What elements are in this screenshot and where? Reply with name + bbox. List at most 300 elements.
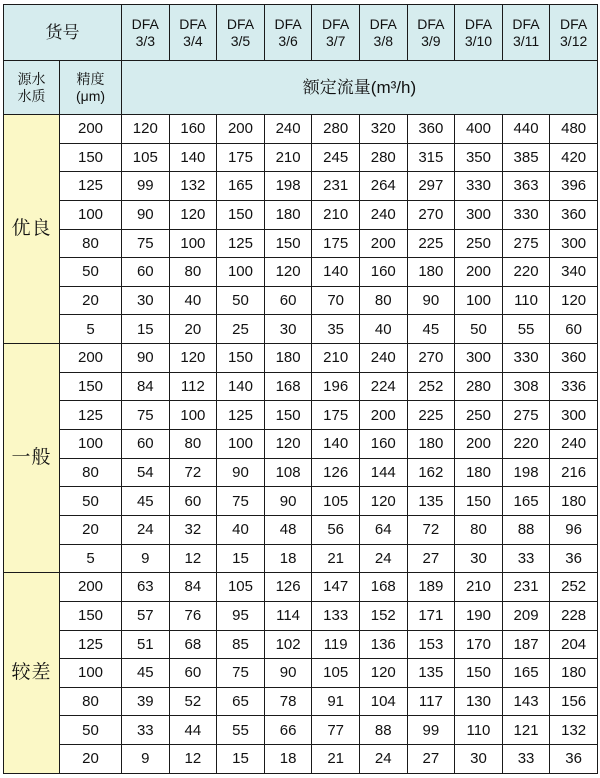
flow-value-cell: 100: [169, 401, 217, 430]
flow-value-cell: 165: [502, 487, 550, 516]
flow-value-cell: 130: [455, 687, 503, 716]
flow-value-cell: 250: [455, 229, 503, 258]
table-row: [4, 601, 598, 630]
flow-value-cell: 250: [455, 401, 503, 430]
flow-value-cell: 330: [502, 200, 550, 229]
flow-value-cell: 40: [169, 286, 217, 315]
flow-value-cell: 180: [264, 200, 312, 229]
flow-value-cell: 160: [169, 115, 217, 144]
precision-cell: 20: [60, 286, 122, 315]
flow-value-cell: 231: [312, 172, 360, 201]
flow-value-cell: 105: [122, 143, 170, 172]
model-header-cell: [502, 5, 550, 61]
flow-value-cell: 99: [122, 172, 170, 201]
flow-value-cell: 385: [502, 143, 550, 172]
flow-value-cell: 240: [359, 344, 407, 373]
flow-value-cell: 15: [217, 544, 265, 573]
flow-value-cell: 119: [312, 630, 360, 659]
model-size: 3/3: [135, 32, 156, 49]
table-row: [4, 573, 598, 602]
precision-cell: 100: [60, 659, 122, 688]
model-size: 3/10: [464, 32, 493, 49]
flow-value-cell: 160: [359, 430, 407, 459]
flow-value-cell: 240: [264, 115, 312, 144]
model-series: DFA: [512, 16, 540, 33]
flow-value-cell: 45: [122, 659, 170, 688]
flow-value-cell: 360: [407, 115, 455, 144]
flow-value-cell: 110: [455, 716, 503, 745]
flow-value-cell: 105: [312, 487, 360, 516]
model-label: 货号: [4, 5, 122, 61]
flow-value-cell: 132: [550, 716, 598, 745]
flow-value-cell: 30: [264, 315, 312, 344]
flow-value-cell: 121: [502, 716, 550, 745]
flow-value-cell: 25: [217, 315, 265, 344]
flow-value-cell: 240: [359, 200, 407, 229]
flow-value-cell: 150: [264, 229, 312, 258]
flow-value-cell: 64: [359, 515, 407, 544]
flow-value-cell: 224: [359, 372, 407, 401]
flow-value-cell: 60: [169, 487, 217, 516]
flow-value-cell: 136: [359, 630, 407, 659]
model-series: DFA: [274, 16, 302, 33]
flow-value-cell: 280: [359, 143, 407, 172]
flow-value-cell: 336: [550, 372, 598, 401]
flow-value-cell: 76: [169, 601, 217, 630]
flow-value-cell: 50: [217, 286, 265, 315]
model-header-cell: [217, 5, 265, 61]
flow-value-cell: 140: [312, 258, 360, 287]
flow-value-cell: 160: [359, 258, 407, 287]
flow-value-cell: 168: [264, 372, 312, 401]
flow-value-cell: 264: [359, 172, 407, 201]
precision-cell: 80: [60, 687, 122, 716]
flow-value-cell: 36: [550, 544, 598, 573]
flow-value-cell: 60: [122, 258, 170, 287]
flow-value-cell: 440: [502, 115, 550, 144]
table-row: [4, 716, 598, 745]
flow-value-cell: 9: [122, 544, 170, 573]
flow-value-cell: 180: [455, 458, 503, 487]
flow-value-cell: 80: [455, 515, 503, 544]
flow-value-cell: 117: [407, 687, 455, 716]
model-series: DFA: [179, 16, 207, 33]
flow-value-cell: 51: [122, 630, 170, 659]
precision-line-2: (μm): [75, 87, 106, 104]
subheader-row: [4, 61, 598, 115]
flow-value-cell: 200: [455, 430, 503, 459]
flow-value-cell: 100: [217, 430, 265, 459]
flow-value-cell: 350: [455, 143, 503, 172]
flow-value-cell: 200: [359, 401, 407, 430]
flow-value-cell: 150: [264, 401, 312, 430]
flow-value-cell: 90: [264, 487, 312, 516]
flow-value-cell: 40: [359, 315, 407, 344]
flow-value-cell: 209: [502, 601, 550, 630]
flow-value-cell: 112: [169, 372, 217, 401]
flow-value-cell: 78: [264, 687, 312, 716]
precision-cell: 50: [60, 487, 122, 516]
flow-value-cell: 105: [312, 659, 360, 688]
flow-value-cell: 114: [264, 601, 312, 630]
flow-value-cell: 180: [264, 344, 312, 373]
flow-rate-table: [3, 4, 598, 774]
flow-value-cell: 40: [217, 515, 265, 544]
flow-value-cell: 210: [312, 344, 360, 373]
model-size: 3/12: [560, 32, 588, 49]
flow-value-cell: 104: [359, 687, 407, 716]
flow-value-cell: 270: [407, 200, 455, 229]
flow-value-cell: 77: [312, 716, 360, 745]
flow-value-cell: 70: [312, 286, 360, 315]
flow-value-cell: 120: [359, 659, 407, 688]
flow-value-cell: 75: [217, 659, 265, 688]
flow-value-cell: 210: [455, 573, 503, 602]
flow-value-cell: 27: [407, 544, 455, 573]
flow-value-cell: 50: [455, 315, 503, 344]
precision-cell: 125: [60, 630, 122, 659]
flow-value-cell: 85: [217, 630, 265, 659]
flow-value-cell: 165: [502, 659, 550, 688]
flow-value-cell: 60: [550, 315, 598, 344]
flow-value-cell: 110: [502, 286, 550, 315]
precision-cell: 80: [60, 458, 122, 487]
flow-value-cell: 225: [407, 401, 455, 430]
model-size: 3/6: [278, 32, 298, 49]
flow-value-cell: 210: [264, 143, 312, 172]
precision-cell: 5: [60, 544, 122, 573]
flow-value-cell: 24: [359, 745, 407, 774]
flow-value-cell: 12: [169, 544, 217, 573]
flow-value-cell: 60: [264, 286, 312, 315]
flow-value-cell: 275: [502, 401, 550, 430]
precision-cell: 125: [60, 172, 122, 201]
flow-value-cell: 24: [122, 515, 170, 544]
table-row: [4, 315, 598, 344]
flow-value-cell: 280: [455, 372, 503, 401]
flow-value-cell: 400: [455, 115, 503, 144]
flow-value-cell: 21: [312, 745, 360, 774]
table-row: [4, 630, 598, 659]
table-row: [4, 115, 598, 144]
flow-value-cell: 200: [359, 229, 407, 258]
flow-value-cell: 15: [122, 315, 170, 344]
flow-value-cell: 102: [264, 630, 312, 659]
flow-value-cell: 45: [407, 315, 455, 344]
flow-value-cell: 120: [122, 115, 170, 144]
flow-value-cell: 225: [407, 229, 455, 258]
precision-cell: 200: [60, 344, 122, 373]
flow-value-cell: 165: [217, 172, 265, 201]
table-row: [4, 200, 598, 229]
model-series: DFA: [369, 16, 397, 33]
flow-value-cell: 220: [502, 430, 550, 459]
flow-value-cell: 72: [169, 458, 217, 487]
flow-value-cell: 300: [455, 200, 503, 229]
table-row: [4, 372, 598, 401]
flow-value-cell: 90: [122, 344, 170, 373]
flow-value-cell: 180: [407, 258, 455, 287]
flow-value-cell: 132: [169, 172, 217, 201]
precision-cell: 50: [60, 716, 122, 745]
flow-value-cell: 88: [359, 716, 407, 745]
flow-value-cell: 143: [502, 687, 550, 716]
flow-value-cell: 68: [169, 630, 217, 659]
flow-value-cell: 150: [217, 344, 265, 373]
water-quality-label: 一般: [4, 344, 60, 573]
flow-rate-table-body: [4, 5, 598, 774]
flow-value-cell: 84: [122, 372, 170, 401]
table-row: [4, 229, 598, 258]
model-header-row: [4, 5, 598, 61]
flow-value-cell: 39: [122, 687, 170, 716]
model-size: 3/7: [325, 32, 346, 49]
flow-value-cell: 360: [550, 344, 598, 373]
table-row: [4, 172, 598, 201]
flow-value-cell: 480: [550, 115, 598, 144]
flow-value-cell: 75: [122, 401, 170, 430]
flow-value-cell: 55: [502, 315, 550, 344]
flow-value-cell: 90: [407, 286, 455, 315]
flow-value-cell: 300: [550, 401, 598, 430]
flow-value-cell: 120: [264, 430, 312, 459]
flow-value-cell: 340: [550, 258, 598, 287]
flow-value-cell: 27: [407, 745, 455, 774]
flow-value-cell: 170: [455, 630, 503, 659]
flow-value-cell: 120: [169, 200, 217, 229]
flow-value-cell: 18: [264, 544, 312, 573]
precision-cell: 20: [60, 745, 122, 774]
flow-value-cell: 30: [455, 544, 503, 573]
flow-value-cell: 168: [359, 573, 407, 602]
flow-value-cell: 80: [359, 286, 407, 315]
flow-value-cell: 36: [550, 745, 598, 774]
flow-value-cell: 228: [550, 601, 598, 630]
flow-value-cell: 175: [312, 229, 360, 258]
flow-value-cell: 200: [455, 258, 503, 287]
flow-value-cell: 135: [407, 487, 455, 516]
flow-value-cell: 33: [122, 716, 170, 745]
flow-value-cell: 216: [550, 458, 598, 487]
model-series: DFA: [131, 16, 159, 33]
model-series: DFA: [226, 16, 255, 33]
model-size: 3/9: [421, 32, 441, 49]
flow-value-cell: 55: [217, 716, 265, 745]
flow-value-cell: 162: [407, 458, 455, 487]
source-water-line-1: 源水: [17, 71, 46, 88]
flow-value-cell: 33: [502, 544, 550, 573]
flow-value-cell: 252: [550, 573, 598, 602]
flow-value-cell: 125: [217, 229, 265, 258]
flow-value-cell: 65: [217, 687, 265, 716]
model-series: DFA: [560, 16, 588, 33]
flow-value-cell: 30: [455, 745, 503, 774]
flow-value-cell: 204: [550, 630, 598, 659]
model-size: 3/4: [183, 32, 203, 49]
flow-value-cell: 189: [407, 573, 455, 602]
flow-value-cell: 152: [359, 601, 407, 630]
model-header-cell: [169, 5, 217, 61]
precision-cell: 150: [60, 143, 122, 172]
flow-value-cell: 72: [407, 515, 455, 544]
model-size: 3/8: [373, 32, 393, 49]
flow-value-cell: 60: [169, 659, 217, 688]
flow-value-cell: 231: [502, 573, 550, 602]
flow-value-cell: 66: [264, 716, 312, 745]
source-water-label: [4, 61, 60, 115]
table-row: [4, 143, 598, 172]
precision-cell: 100: [60, 200, 122, 229]
table-row: [4, 659, 598, 688]
table-row: [4, 687, 598, 716]
flow-value-cell: 56: [312, 515, 360, 544]
flow-value-cell: 220: [502, 258, 550, 287]
model-header-cell: [359, 5, 407, 61]
table-row: [4, 487, 598, 516]
model-size: 3/5: [230, 32, 251, 49]
flow-value-cell: 297: [407, 172, 455, 201]
flow-value-cell: 80: [169, 430, 217, 459]
flow-value-cell: 80: [169, 258, 217, 287]
flow-value-cell: 120: [550, 286, 598, 315]
model-size: 3/11: [512, 32, 540, 49]
precision-line-1: 精度: [76, 71, 105, 88]
flow-value-cell: 44: [169, 716, 217, 745]
flow-value-cell: 144: [359, 458, 407, 487]
flow-value-cell: 275: [502, 229, 550, 258]
table-row: [4, 515, 598, 544]
precision-cell: 200: [60, 115, 122, 144]
source-water-line-2: 水质: [17, 87, 46, 104]
flow-value-cell: 84: [169, 573, 217, 602]
table-row: [4, 458, 598, 487]
flow-value-cell: 180: [550, 659, 598, 688]
table-row: [4, 344, 598, 373]
flow-value-cell: 150: [455, 487, 503, 516]
precision-cell: 125: [60, 401, 122, 430]
flow-value-cell: 140: [312, 430, 360, 459]
flow-value-cell: 245: [312, 143, 360, 172]
model-header-cell: [455, 5, 503, 61]
flow-value-cell: 32: [169, 515, 217, 544]
precision-cell: 100: [60, 430, 122, 459]
precision-cell: 50: [60, 258, 122, 287]
flow-value-cell: 18: [264, 745, 312, 774]
flow-value-cell: 320: [359, 115, 407, 144]
flow-value-cell: 140: [217, 372, 265, 401]
flow-value-cell: 99: [407, 716, 455, 745]
flow-value-cell: 153: [407, 630, 455, 659]
water-quality-label: 优良: [4, 115, 60, 344]
flow-value-cell: 315: [407, 143, 455, 172]
flow-value-cell: 90: [217, 458, 265, 487]
flow-value-cell: 126: [312, 458, 360, 487]
flow-value-cell: 57: [122, 601, 170, 630]
precision-cell: 150: [60, 372, 122, 401]
flow-value-cell: 21: [312, 544, 360, 573]
flow-value-cell: 140: [169, 143, 217, 172]
flow-value-cell: 252: [407, 372, 455, 401]
flow-value-cell: 90: [264, 659, 312, 688]
flow-value-cell: 95: [217, 601, 265, 630]
flow-value-cell: 63: [122, 573, 170, 602]
flow-value-cell: 12: [169, 745, 217, 774]
precision-cell: 5: [60, 315, 122, 344]
rated-flow-title: 额定流量(m³/h): [122, 61, 598, 115]
table-row: [4, 430, 598, 459]
table-row: [4, 401, 598, 430]
flow-value-cell: 120: [169, 344, 217, 373]
flow-value-cell: 75: [122, 229, 170, 258]
flow-value-cell: 100: [169, 229, 217, 258]
model-header-cell: [550, 5, 598, 61]
flow-value-cell: 300: [550, 229, 598, 258]
flow-value-cell: 90: [122, 200, 170, 229]
flow-value-cell: 180: [550, 487, 598, 516]
model-header-cell: [122, 5, 170, 61]
flow-value-cell: 100: [455, 286, 503, 315]
flow-value-cell: 133: [312, 601, 360, 630]
flow-value-cell: 190: [455, 601, 503, 630]
flow-value-cell: 270: [407, 344, 455, 373]
flow-value-cell: 126: [264, 573, 312, 602]
table-row: [4, 258, 598, 287]
flow-value-cell: 120: [359, 487, 407, 516]
flow-value-cell: 330: [455, 172, 503, 201]
table-row: [4, 286, 598, 315]
flow-value-cell: 100: [217, 258, 265, 287]
flow-value-cell: 135: [407, 659, 455, 688]
flow-value-cell: 52: [169, 687, 217, 716]
flow-value-cell: 187: [502, 630, 550, 659]
flow-value-cell: 120: [264, 258, 312, 287]
flow-value-cell: 175: [217, 143, 265, 172]
flow-value-cell: 45: [122, 487, 170, 516]
flow-value-cell: 198: [264, 172, 312, 201]
flow-value-cell: 147: [312, 573, 360, 602]
flow-value-cell: 60: [122, 430, 170, 459]
flow-value-cell: 240: [550, 430, 598, 459]
flow-value-cell: 105: [217, 573, 265, 602]
model-header-cell: [312, 5, 360, 61]
precision-cell: 150: [60, 601, 122, 630]
precision-cell: 80: [60, 229, 122, 258]
flow-value-cell: 108: [264, 458, 312, 487]
model-series: DFA: [322, 16, 350, 33]
flow-value-cell: 91: [312, 687, 360, 716]
flow-value-cell: 9: [122, 745, 170, 774]
flow-value-cell: 396: [550, 172, 598, 201]
flow-value-cell: 171: [407, 601, 455, 630]
flow-value-cell: 88: [502, 515, 550, 544]
flow-value-cell: 210: [312, 200, 360, 229]
flow-value-cell: 125: [217, 401, 265, 430]
flow-value-cell: 175: [312, 401, 360, 430]
table-row: [4, 544, 598, 573]
flow-value-cell: 180: [407, 430, 455, 459]
flow-value-cell: 96: [550, 515, 598, 544]
precision-cell: 200: [60, 573, 122, 602]
flow-value-cell: 24: [359, 544, 407, 573]
flow-value-cell: 33: [502, 745, 550, 774]
model-series: DFA: [464, 16, 493, 33]
flow-value-cell: 156: [550, 687, 598, 716]
flow-value-cell: 30: [122, 286, 170, 315]
flow-value-cell: 308: [502, 372, 550, 401]
precision-cell: 20: [60, 515, 122, 544]
flow-value-cell: 420: [550, 143, 598, 172]
model-header-cell: [407, 5, 455, 61]
